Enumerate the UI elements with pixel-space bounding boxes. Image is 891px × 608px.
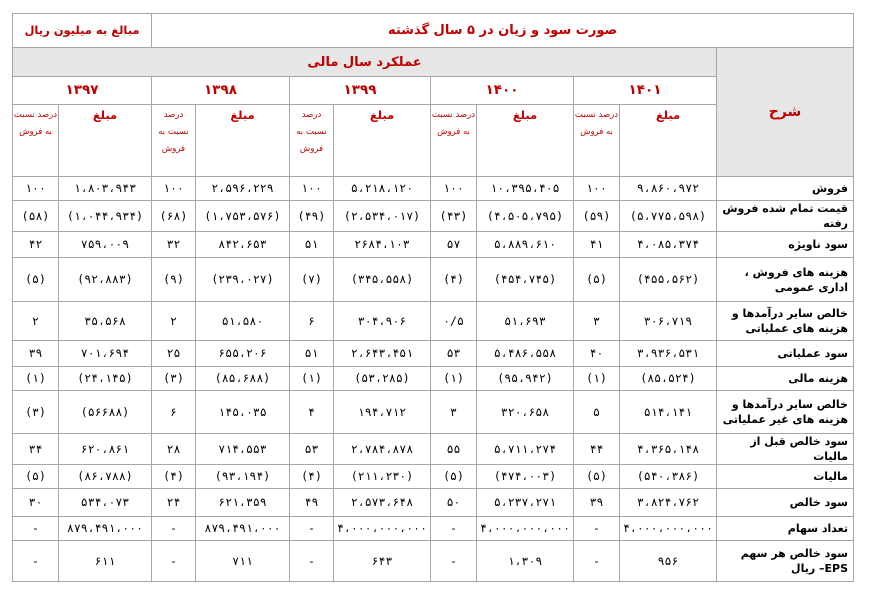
percent-cell: (۵) <box>13 465 59 489</box>
percent-cell: - <box>13 541 59 582</box>
amount-cell: ۵،۲۳۷،۲۷۱ <box>477 489 574 517</box>
percent-cell: (۴) <box>290 465 334 489</box>
amount-cell: ۵۱۴،۱۴۱ <box>620 391 717 434</box>
percent-cell: (۳) <box>152 367 196 391</box>
percent-cell: ۱۰۰ <box>574 177 620 201</box>
percent-cell: ۶ <box>290 302 334 341</box>
row-label: سود خالص <box>717 489 854 517</box>
percent-cell: (۶۸) <box>152 201 196 232</box>
amount-cell: ۸۴۲،۶۵۳ <box>196 232 290 258</box>
amount-cell: (۵۳،۲۸۵) <box>334 367 431 391</box>
table-row <box>13 258 854 302</box>
amount-cell: ۷۱۱ <box>196 541 290 582</box>
row-label: مالیات <box>717 465 854 489</box>
amount-cell: ۱۴۵،۰۳۵ <box>196 391 290 434</box>
amount-cell: ۳،۸۲۴،۷۶۲ <box>620 489 717 517</box>
percent-cell: ۴۲ <box>13 232 59 258</box>
amount-cell: (۹۲،۸۸۳) <box>59 258 152 302</box>
percent-cell: ۲۵ <box>152 341 196 367</box>
percent-cell: ۲ <box>152 302 196 341</box>
amount-cell: (۴،۵۰۵،۷۹۵) <box>477 201 574 232</box>
amount-cell: (۹۵،۹۴۲) <box>477 367 574 391</box>
amount-cell: ۶۲۰،۸۶۱ <box>59 434 152 465</box>
table-row <box>13 434 854 465</box>
percent-cell: (۹) <box>152 258 196 302</box>
amount-cell: (۲۴،۱۴۵) <box>59 367 152 391</box>
title-row <box>13 14 854 48</box>
percent-cell: ۴۰ <box>574 341 620 367</box>
table-body <box>13 14 854 582</box>
percent-cell: ۵ <box>574 391 620 434</box>
amount-cell: ۳۰۶،۷۱۹ <box>620 302 717 341</box>
amount-header: مبلغ <box>477 105 574 177</box>
amount-cell: ۱۹۴،۷۱۲ <box>334 391 431 434</box>
table-row <box>13 489 854 517</box>
amount-cell: (۱،۰۴۴،۹۳۴) <box>59 201 152 232</box>
amount-cell: (۲۱۱،۲۳۰) <box>334 465 431 489</box>
amount-cell: ۵،۲۱۸،۱۲۰ <box>334 177 431 201</box>
performance-row <box>13 48 854 77</box>
amount-cell: (۴۵۵،۵۶۲) <box>620 258 717 302</box>
amount-cell: ۶۵۵،۲۰۶ <box>196 341 290 367</box>
row-label: خالص سایر درآمدها و هزینه های عملیاتی <box>717 302 854 341</box>
percent-cell: ۴۱ <box>574 232 620 258</box>
percent-cell: ۵۵ <box>431 434 477 465</box>
percent-cell: - <box>574 541 620 582</box>
amount-header: مبلغ <box>334 105 431 177</box>
percent-cell: ۴۴ <box>574 434 620 465</box>
amount-cell: ۶۴۳ <box>334 541 431 582</box>
amount-cell: (۵،۷۷۵،۵۹۸) <box>620 201 717 232</box>
percent-cell: ۵۷ <box>431 232 477 258</box>
table-row <box>13 541 854 582</box>
percent-cell: (۴) <box>152 465 196 489</box>
amount-cell: (۲،۵۳۴،۰۱۷) <box>334 201 431 232</box>
percent-cell: (۵۸) <box>13 201 59 232</box>
table-row <box>13 201 854 232</box>
amount-cell: ۵۱،۶۹۳ <box>477 302 574 341</box>
amount-cell: ۲،۷۸۴،۸۷۸ <box>334 434 431 465</box>
percent-cell: - <box>152 517 196 541</box>
percent-cell: (۵۹) <box>574 201 620 232</box>
percent-cell: ۰/۵ <box>431 302 477 341</box>
percent-cell: ۴ <box>290 391 334 434</box>
amount-cell: ۶۲۱،۳۵۹ <box>196 489 290 517</box>
amount-cell: (۸۵،۶۸۸) <box>196 367 290 391</box>
amount-cell: (۵۴۰،۳۸۶) <box>620 465 717 489</box>
amount-cell: ۲،۵۷۳،۶۴۸ <box>334 489 431 517</box>
row-label: هزینه مالی <box>717 367 854 391</box>
percent-cell: - <box>290 517 334 541</box>
year-header: ۱۴۰۱ <box>574 77 717 105</box>
percent-cell: ۵۳ <box>290 434 334 465</box>
percent-of-sales-header: درصد نسبت به فروش <box>431 105 477 177</box>
percent-cell: - <box>431 517 477 541</box>
amount-cell: ۱،۳۰۹ <box>477 541 574 582</box>
amount-cell: ۵،۷۱۱،۲۷۴ <box>477 434 574 465</box>
amount-cell: ۷۱۴،۵۵۳ <box>196 434 290 465</box>
amount-cell: (۵۶۶۸۸) <box>59 391 152 434</box>
percent-cell: ۳۹ <box>13 341 59 367</box>
row-label: سود عملیاتی <box>717 341 854 367</box>
percent-cell: ۱۰۰ <box>152 177 196 201</box>
percent-cell: ۲۴ <box>152 489 196 517</box>
table-title: صورت سود و زیان در ۵ سال گذشته <box>152 14 854 48</box>
percent-cell: (۵) <box>431 465 477 489</box>
amount-cell: ۴،۰۸۵،۳۷۴ <box>620 232 717 258</box>
percent-cell: ۵۱ <box>290 232 334 258</box>
amount-cell: ۴،۰۰۰،۰۰۰،۰۰۰ <box>334 517 431 541</box>
percent-cell: ۵۰ <box>431 489 477 517</box>
amount-cell: (۹۳،۱۹۴) <box>196 465 290 489</box>
row-label: هزینه های فروش ، اداری عمومی <box>717 258 854 302</box>
performance-header: عملکرد سال مالی <box>13 48 717 77</box>
percent-cell: ۳۰ <box>13 489 59 517</box>
amount-cell: ۸۷۹،۴۹۱،۰۰۰ <box>196 517 290 541</box>
year-header: ۱۴۰۰ <box>431 77 574 105</box>
percent-cell: ۱۰۰ <box>13 177 59 201</box>
percent-cell: (۴۹) <box>290 201 334 232</box>
percent-of-sales-header: درصد نسبت به فروش <box>574 105 620 177</box>
percent-cell: ۶ <box>152 391 196 434</box>
amount-cell: ۵۱،۵۸۰ <box>196 302 290 341</box>
amount-cell: (۴۵۴،۷۴۵) <box>477 258 574 302</box>
percent-cell: (۱) <box>431 367 477 391</box>
percent-cell: ۱۰۰ <box>290 177 334 201</box>
amount-cell: (۸۵،۵۲۴) <box>620 367 717 391</box>
percent-cell: ۵۳ <box>431 341 477 367</box>
amount-cell: (۸۶،۷۸۸) <box>59 465 152 489</box>
amount-cell: (۱،۷۵۳،۵۷۶) <box>196 201 290 232</box>
row-label: سود خالص هر سهم EPS– ریال <box>717 541 854 582</box>
amount-cell: ۱۰،۳۹۵،۴۰۵ <box>477 177 574 201</box>
percent-cell: ۳۹ <box>574 489 620 517</box>
percent-of-sales-header: درصد نسبت به فروش <box>290 105 334 177</box>
percent-cell: (۱) <box>290 367 334 391</box>
percent-cell: (۳) <box>13 391 59 434</box>
row-label: تعداد سهام <box>717 517 854 541</box>
description-header: شرح <box>717 48 854 177</box>
amount-cell: ۱،۸۰۳،۹۴۳ <box>59 177 152 201</box>
amount-cell: ۲،۶۴۳،۴۵۱ <box>334 341 431 367</box>
percent-cell: - <box>152 541 196 582</box>
percent-cell: - <box>13 517 59 541</box>
percent-cell: ۵۱ <box>290 341 334 367</box>
table-row <box>13 517 854 541</box>
percent-cell: (۱) <box>574 367 620 391</box>
table-row <box>13 177 854 201</box>
amount-cell: ۲۶۸۴،۱۰۳ <box>334 232 431 258</box>
row-label: سود ناویژه <box>717 232 854 258</box>
amount-cell: (۳۴۵،۵۵۸) <box>334 258 431 302</box>
year-header: ۱۳۹۹ <box>290 77 431 105</box>
amount-cell: ۳۰۴،۹۰۶ <box>334 302 431 341</box>
percent-cell: (۴) <box>431 258 477 302</box>
amount-cell: ۳،۹۳۶،۵۳۱ <box>620 341 717 367</box>
row-label: فروش <box>717 177 854 201</box>
amount-header: مبلغ <box>59 105 152 177</box>
amount-cell: ۵،۴۸۶،۵۵۸ <box>477 341 574 367</box>
amount-cell: (۲۳۹،۰۲۷) <box>196 258 290 302</box>
amount-cell: ۹۵۶ <box>620 541 717 582</box>
year-header: ۱۳۹۸ <box>152 77 290 105</box>
percent-cell: ۳ <box>431 391 477 434</box>
income-statement-table <box>12 13 854 582</box>
amount-cell: ۵۳۴،۰۷۳ <box>59 489 152 517</box>
table-row <box>13 341 854 367</box>
amount-cell: ۶۱۱ <box>59 541 152 582</box>
table-row <box>13 302 854 341</box>
percent-cell: - <box>574 517 620 541</box>
percent-of-sales-header: درصد نسبت به فروش <box>13 105 59 177</box>
percent-cell: (۱) <box>13 367 59 391</box>
amount-cell: ۳۵،۵۶۸ <box>59 302 152 341</box>
percent-cell: ۳ <box>574 302 620 341</box>
percent-cell: ۴۹ <box>290 489 334 517</box>
unit-note: مبالغ به میلیون ریال <box>13 14 152 48</box>
amount-cell: ۷۵۹،۰۰۹ <box>59 232 152 258</box>
amount-header: مبلغ <box>196 105 290 177</box>
row-label: خالص سایر درآمدها و هزینه های غیر عملیاتی <box>717 391 854 434</box>
percent-cell: (۷) <box>290 258 334 302</box>
amount-cell: ۵،۸۸۹،۶۱۰ <box>477 232 574 258</box>
amount-cell: ۳۲۰،۶۵۸ <box>477 391 574 434</box>
percent-cell: (۴۳) <box>431 201 477 232</box>
percent-cell: ۲۸ <box>152 434 196 465</box>
table-row <box>13 465 854 489</box>
amount-cell: ۲،۵۹۶،۲۲۹ <box>196 177 290 201</box>
row-label: قیمت تمام شده فروش رفته <box>717 201 854 232</box>
amount-cell: ۷۰۱،۶۹۴ <box>59 341 152 367</box>
amount-cell: (۴۷۴،۰۰۳) <box>477 465 574 489</box>
table-row <box>13 367 854 391</box>
percent-cell: (۵) <box>574 258 620 302</box>
percent-cell: (۵) <box>13 258 59 302</box>
percent-cell: ۱۰۰ <box>431 177 477 201</box>
percent-cell: - <box>290 541 334 582</box>
amount-header: مبلغ <box>620 105 717 177</box>
amount-cell: ۴،۰۰۰،۰۰۰،۰۰۰ <box>620 517 717 541</box>
amount-cell: ۴،۳۶۵،۱۴۸ <box>620 434 717 465</box>
amount-cell: ۹،۸۶۰،۹۷۲ <box>620 177 717 201</box>
percent-cell: ۳۴ <box>13 434 59 465</box>
amount-cell: ۴،۰۰۰،۰۰۰،۰۰۰ <box>477 517 574 541</box>
year-header: ۱۳۹۷ <box>13 77 152 105</box>
percent-cell: ۳۲ <box>152 232 196 258</box>
percent-cell: - <box>431 541 477 582</box>
amount-cell: ۸۷۹،۴۹۱،۰۰۰ <box>59 517 152 541</box>
table-row <box>13 232 854 258</box>
percent-of-sales-header: درصد نسبت به فروش <box>152 105 196 177</box>
percent-cell: (۵) <box>574 465 620 489</box>
row-label: سود خالص قبل از مالیات <box>717 434 854 465</box>
table-row <box>13 391 854 434</box>
percent-cell: ۲ <box>13 302 59 341</box>
